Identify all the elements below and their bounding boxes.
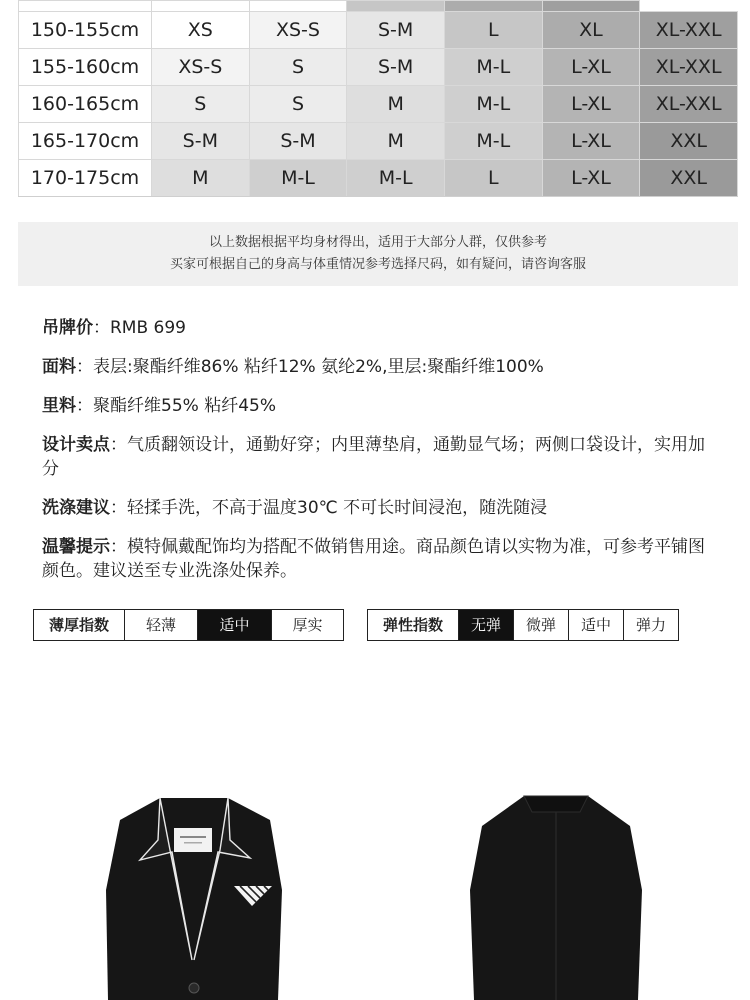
size-cell: M-L: [347, 160, 445, 197]
product-specs: [42, 316, 712, 598]
size-table-row: [19, 86, 738, 123]
size-cell: XL-XXL: [640, 86, 738, 123]
spec-tips: 温馨提示：模特佩戴配饰均为搭配不做销售用途。商品颜色请以实物为准，可参考平铺图颜色。建议送至专业洗涤处保养。: [42, 537, 705, 581]
size-cell: L-XL: [542, 123, 640, 160]
size-cell: XXL: [640, 160, 738, 197]
size-table-header-cell: [152, 1, 250, 12]
size-table-header-row: [19, 1, 738, 12]
size-cell: L: [444, 160, 542, 197]
size-note-line-1: 以上数据根据平均身材得出，适用于大部分人群，仅供参考: [208, 235, 547, 250]
size-table-row: [19, 160, 738, 197]
elasticity-option: 适中: [568, 610, 623, 640]
size-cell: S: [249, 49, 347, 86]
height-range-cell: 160-165cm: [19, 86, 152, 123]
size-cell: S-M: [347, 49, 445, 86]
elasticity-option: 弹力: [623, 610, 678, 640]
height-range-cell: 170-175cm: [19, 160, 152, 197]
vest-back-collar: [524, 796, 588, 812]
size-note: [18, 222, 738, 286]
size-table-header-cell: [19, 1, 152, 12]
vest-front-neck-label: [174, 828, 212, 852]
vest-back-image: [462, 790, 652, 1000]
size-cell: XL-XXL: [640, 49, 738, 86]
thickness-option: 适中: [197, 610, 271, 640]
spec-washing: 洗涤建议：轻揉手洗，不高于温度30℃ 不可长时间浸泡，随洗随浸: [42, 498, 548, 518]
size-cell: XS: [152, 12, 250, 49]
size-cell: S: [249, 86, 347, 123]
size-cell: XL: [542, 12, 640, 49]
height-range-cell: 165-170cm: [19, 123, 152, 160]
size-cell: M: [347, 123, 445, 160]
size-cell: M-L: [444, 49, 542, 86]
size-cell: L: [444, 12, 542, 49]
size-cell: S-M: [152, 123, 250, 160]
size-cell: M-L: [249, 160, 347, 197]
elasticity-index-label: 弹性指数: [382, 616, 443, 634]
spec-lining: 里料：聚酯纤维55% 粘纤45%: [42, 396, 276, 416]
size-cell: M: [152, 160, 250, 197]
size-cell: XS-S: [152, 49, 250, 86]
size-cell: S: [152, 86, 250, 123]
size-table-header-cell: [444, 1, 542, 12]
size-table-header-cell: [542, 1, 640, 12]
elasticity-option: 无弹: [458, 610, 513, 640]
size-note-line-2: 买家可根据自己的身高与体重情况参考选择尺码，如有疑问，请咨询客服: [169, 257, 586, 272]
elasticity-option: 微弹: [513, 610, 568, 640]
spec-design: 设计卖点：气质翻领设计，通勤好穿；内里薄垫肩，通勤显气场；两侧口袋设计，实用加分: [42, 435, 705, 479]
size-table-header-cell: [347, 1, 445, 12]
vest-front-image: [100, 790, 290, 1000]
size-cell: M-L: [444, 86, 542, 123]
size-table-row: [19, 49, 738, 86]
elasticity-index: [367, 609, 679, 641]
vest-front-button: [189, 983, 199, 993]
thickness-index-label: 薄厚指数: [48, 616, 109, 634]
thickness-index: [33, 609, 344, 641]
height-range-cell: 155-160cm: [19, 49, 152, 86]
size-table-row: [19, 123, 738, 160]
thickness-option: 轻薄: [124, 610, 197, 640]
size-cell: XL-XXL: [640, 12, 738, 49]
size-cell: L-XL: [542, 160, 640, 197]
size-cell: L-XL: [542, 86, 640, 123]
spec-fabric: 面料：表层:聚酯纤维86% 粘纤12% 氨纶2%,里层:聚酯纤维100%: [42, 357, 544, 377]
size-table-row: [19, 12, 738, 49]
spec-price: 吊牌价：RMB 699: [42, 318, 186, 338]
size-cell: M: [347, 86, 445, 123]
size-cell: S-M: [347, 12, 445, 49]
height-range-cell: 150-155cm: [19, 12, 152, 49]
size-cell: S-M: [249, 123, 347, 160]
size-cell: XS-S: [249, 12, 347, 49]
size-table: [18, 0, 738, 197]
size-cell: XXL: [640, 123, 738, 160]
size-cell: L-XL: [542, 49, 640, 86]
size-cell: M-L: [444, 123, 542, 160]
thickness-option: 厚实: [271, 610, 343, 640]
size-table-header-cell: [249, 1, 347, 12]
